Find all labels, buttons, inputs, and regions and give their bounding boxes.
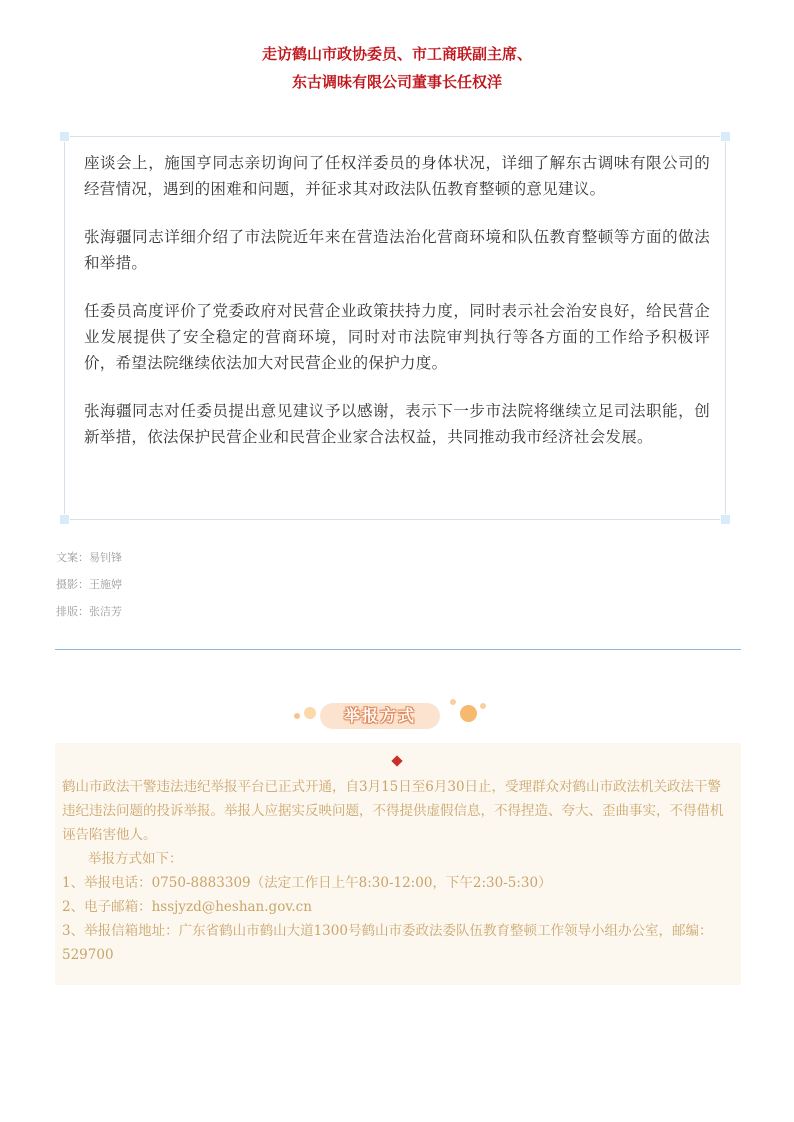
decor-dot bbox=[460, 705, 477, 722]
body-paragraph: 张海疆同志对任委员提出意见建议予以感谢，表示下一步市法院将继续立足司法职能，创新举措，依法保护民营企业和民营企业家合法权益，共同推动我市经济社会发展。 bbox=[84, 402, 710, 446]
frame-corner-top-right bbox=[721, 132, 730, 141]
report-heading: 举报方式 bbox=[343, 706, 416, 725]
article-title bbox=[0, 40, 794, 96]
report-intro: 鹤山市政法干警违法违纪举报平台已正式开通，自3月15日至6月30日止，受理群众对鹤山市政法机关政法干警违纪违法问题的投诉举报。举报人应据实反映问题，不得提供虚假信息，不得捏造、夸大、歪曲事实，不得借机诬告陷害他人。 bbox=[62, 779, 724, 843]
credit-writer: 文案：易钊锋 bbox=[56, 551, 122, 564]
report-methods-title: 举报方式如下： bbox=[88, 851, 183, 867]
report-email: 2、电子邮箱：hssjyzd@heshan.gov.cn bbox=[62, 899, 312, 915]
credit-photo: 摄影：王施婷 bbox=[56, 578, 122, 591]
frame-top-border bbox=[70, 136, 720, 137]
body-paragraph: 任委员高度评价了党委政府对民营企业政策扶持力度，同时表示社会治安良好，给民营企业发展提供了安全稳定的营商环境，同时对市法院审判执行等各方面的工作给予积极评价，希望法院继续依法加大对民营企业的保护力度。 bbox=[84, 302, 710, 372]
section-divider bbox=[55, 649, 741, 650]
report-mail-address: 3、举报信箱地址：广东省鹤山市鹤山大道1300号鹤山市委政法委队伍教育整顿工作领导小组办公室，邮编：529700 bbox=[62, 923, 713, 963]
body-paragraph: 座谈会上，施国亨同志亲切询问了任权洋委员的身体状况，详细了解东古调味有限公司的经营情况，遇到的困难和问题，并征求其对政法队伍教育整顿的意见建议。 bbox=[84, 154, 710, 198]
frame-bottom-border bbox=[70, 519, 720, 520]
report-banner bbox=[290, 695, 500, 739]
decor-dot bbox=[294, 713, 300, 719]
frame-right-border bbox=[725, 142, 726, 514]
article-body bbox=[84, 150, 710, 472]
report-text bbox=[62, 775, 734, 967]
credits bbox=[56, 549, 122, 630]
decor-dot bbox=[450, 699, 456, 705]
frame-left-border bbox=[64, 142, 65, 514]
decor-dot bbox=[480, 703, 486, 709]
frame-corner-bottom-left bbox=[60, 515, 69, 524]
report-phone: 1、举报电话：0750-8883309（法定工作日上午8:30-12:00，下午2:30-5:30） bbox=[62, 875, 552, 891]
credit-layout: 排版：张洁芳 bbox=[56, 605, 122, 618]
frame-corner-bottom-right bbox=[721, 515, 730, 524]
body-paragraph: 张海疆同志详细介绍了市法院近年来在营造法治化营商环境和队伍教育整顿等方面的做法和举措。 bbox=[84, 228, 710, 272]
title-line-1: 走访鹤山市政协委员、市工商联副主席、 bbox=[261, 45, 532, 63]
frame-corner-top-left bbox=[60, 132, 69, 141]
decor-dot bbox=[304, 707, 316, 719]
title-line-2: 东古调味有限公司董事长任权洋 bbox=[291, 73, 502, 91]
